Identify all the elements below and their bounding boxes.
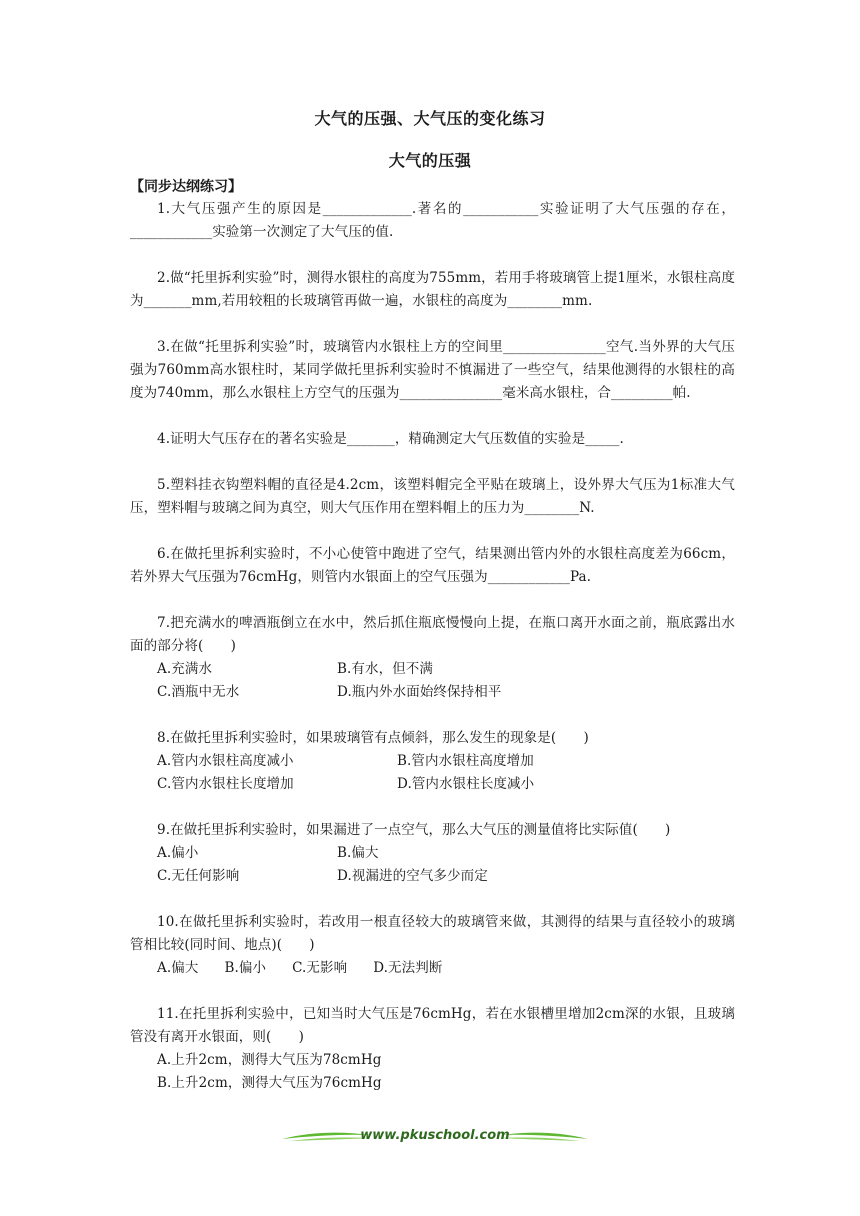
option-d: D.管内水银柱长度减小 <box>397 776 535 792</box>
question-1 <box>130 198 735 244</box>
option-b: B.有水，但不满 <box>337 661 434 677</box>
option-a: A.上升2cm，测得大气压为78cmHg <box>157 1052 382 1068</box>
question-2 <box>130 267 735 313</box>
question-4 <box>130 428 735 451</box>
question-stem: 4.证明大气压存在的著名实验是_______，精确测定大气压数值的实验是_____. <box>157 431 624 447</box>
option-b: B.偏小 <box>224 960 267 976</box>
question-stem: 11.在托里拆利实验中，已知当时大气压是76cmHg，若在水银槽里增加2cm深的水银，且玻璃管没有离开水银面，则( ) <box>130 1006 735 1045</box>
question-6 <box>130 543 735 589</box>
question-stem: 8.在做托里拆利实验时，如果玻璃管有点倾斜，那么发生的现象是( ) <box>157 730 589 746</box>
question-list <box>130 198 735 1118</box>
option-a: A.偏小 <box>157 845 199 861</box>
option-a: A.管内水银柱高度减小 <box>157 753 294 769</box>
option-b: B.管内水银柱高度增加 <box>397 753 534 769</box>
option-a: A.充满水 <box>157 661 213 677</box>
question-5 <box>130 474 735 520</box>
question-9 <box>130 819 735 888</box>
option-c: C.无任何影响 <box>157 868 240 884</box>
option-c: C.管内水银柱长度增加 <box>157 776 294 792</box>
option-d: D.无法判断 <box>373 960 443 976</box>
question-8 <box>130 727 735 796</box>
question-stem: 6.在做托里拆利实验时，不小心使管中跑进了空气，结果测出管内外的水银柱高度差为66cm，若外界大气压强为76cmHg，则管内水银面上的空气压强为____________Pa. <box>130 546 735 585</box>
question-stem: 2.做“托里拆利实验”时，测得水银柱的高度为755mm，若用手将玻璃管上提1厘米，水银柱高度为_______mm,若用较粗的长玻璃管再做一遍，水银柱的高度为________mm. <box>130 270 735 309</box>
question-11 <box>130 1003 735 1095</box>
option-d: D.视漏进的空气多少而定 <box>337 868 488 884</box>
question-stem: 7.把充满水的啤酒瓶倒立在水中，然后抓住瓶底慢慢向上提，在瓶口离开水面之前，瓶底露出水面的部分将( ) <box>130 615 735 654</box>
page-title: 大气的压强、大气压的变化练习 <box>314 109 546 128</box>
option-c: C.无影响 <box>292 960 348 976</box>
question-stem: 3.在做“托里拆利实验”时，玻璃管内水银柱上方的空间里_______________空气.当外界的大气压强为760mm高水银柱时，某同学做托里拆利实验时不慎漏进了一些空气，结果他测得的水银柱的高度为740mm，那么水银柱上方空气的压强为_______________毫米高水银柱，合_________帕. <box>130 339 735 401</box>
option-group <box>157 750 735 796</box>
question-stem: 9.在做托里拆利实验时，如果漏进了一点空气，那么大气压的测量值将比实际值( ) <box>157 822 671 838</box>
question-stem: 10.在做托里拆利实验时，若改用一根直径较大的玻璃管来做，其测得的结果与直径较小的玻璃管相比较(同时间、地点)( ) <box>130 914 735 953</box>
question-10 <box>130 911 735 980</box>
option-b: B.偏大 <box>337 845 379 861</box>
question-7 <box>130 612 735 704</box>
question-stem: 1.大气压强产生的原因是_____________.著名的___________实验证明了大气压强的存在，____________实验第一次测定了大气压的值. <box>130 201 735 240</box>
option-d: D.瓶内外水面始终保持相平 <box>337 684 502 700</box>
option-c: C.酒瓶中无水 <box>157 684 240 700</box>
section-heading: 【同步达纲练习】 <box>130 179 242 195</box>
footer-site-link[interactable]: www.pkuschool.com <box>360 1128 510 1143</box>
footer-banner <box>280 1122 590 1152</box>
question-3 <box>130 336 735 405</box>
option-b: B.上升2cm，测得大气压为76cmHg <box>157 1075 382 1091</box>
option-group <box>157 842 735 888</box>
option-a: A.偏大 <box>157 960 199 976</box>
question-stem: 5.塑料挂衣钩塑料帽的直径是4.2cm，该塑料帽完全平贴在玻璃上，设外界大气压为1标准大气压，塑料帽与玻璃之间为真空，则大气压作用在塑料帽上的压力为________N. <box>130 477 735 516</box>
option-group <box>157 658 735 704</box>
page-subtitle: 大气的压强 <box>388 151 472 170</box>
option-group <box>157 957 735 980</box>
option-group <box>157 1049 735 1095</box>
